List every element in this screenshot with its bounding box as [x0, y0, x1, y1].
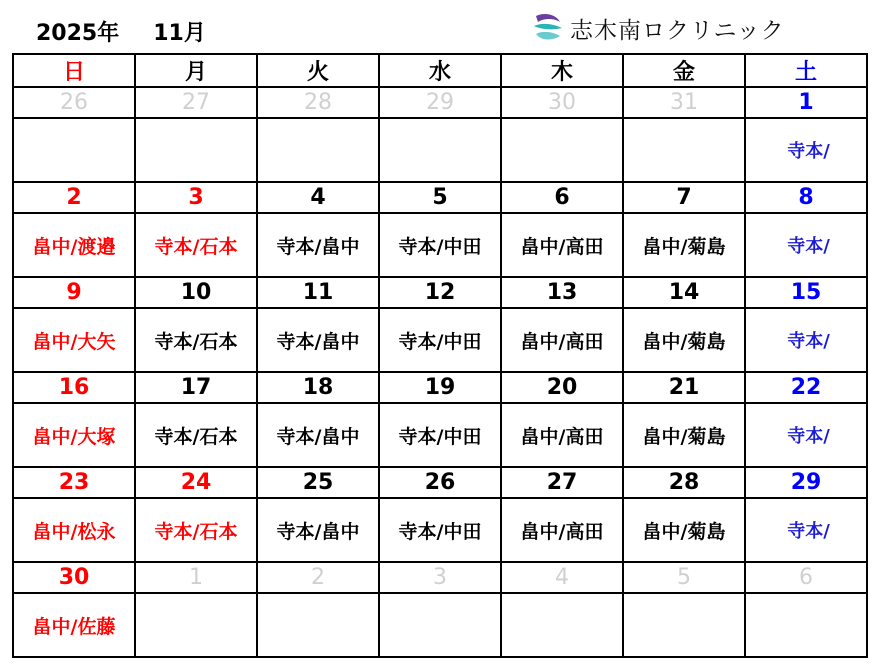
schedule-cell: [13, 118, 135, 182]
schedule-cell: 寺本/中田: [379, 498, 501, 562]
schedule-cell: 寺本/中田: [379, 403, 501, 467]
schedule-cell: [379, 593, 501, 657]
schedule-cell: [135, 118, 257, 182]
weekday-tuesday: 火: [257, 54, 379, 87]
weekday-wednesday: 水: [379, 54, 501, 87]
date-cell: 30: [501, 87, 623, 118]
date-cell: 12: [379, 277, 501, 308]
date-cell: 24: [135, 467, 257, 498]
date-cell: 6: [745, 562, 867, 593]
schedule-cell: 畠中/松永: [13, 498, 135, 562]
schedule-cell: 畠中/高田: [501, 308, 623, 372]
date-cell: 4: [257, 182, 379, 213]
schedule-cell: 畠中/高田: [501, 403, 623, 467]
schedule-cell: 寺本/石本: [135, 308, 257, 372]
date-cell: 22: [745, 372, 867, 403]
weekday-saturday: 土: [745, 54, 867, 87]
week-4-dates: [13, 372, 867, 403]
week-3-schedule: [13, 308, 867, 372]
calendar-header: [0, 0, 878, 56]
date-cell: 19: [379, 372, 501, 403]
schedule-cell: 寺本/畠中: [257, 498, 379, 562]
date-cell: 4: [501, 562, 623, 593]
date-cell: 7: [623, 182, 745, 213]
schedule-cell: 寺本/畠中: [257, 403, 379, 467]
schedule-cell: 畠中/渡邉: [13, 213, 135, 277]
schedule-cell: 畠中/高田: [501, 498, 623, 562]
schedule-cell: [379, 118, 501, 182]
date-cell: 28: [257, 87, 379, 118]
clinic-logo: [530, 8, 785, 48]
weekday-friday: 金: [623, 54, 745, 87]
schedule-cell: 畠中/大塚: [13, 403, 135, 467]
week-5-schedule: [13, 498, 867, 562]
schedule-cell: [135, 593, 257, 657]
schedule-cell: [257, 118, 379, 182]
date-cell: 14: [623, 277, 745, 308]
weekday-header-row: [13, 54, 867, 87]
schedule-cell: 寺本/中田: [379, 213, 501, 277]
schedule-cell: 寺本/石本: [135, 213, 257, 277]
date-cell: 2: [257, 562, 379, 593]
date-cell: 27: [501, 467, 623, 498]
date-cell: 26: [379, 467, 501, 498]
schedule-cell: 畠中/菊島: [623, 498, 745, 562]
date-cell: 18: [257, 372, 379, 403]
date-cell: 20: [501, 372, 623, 403]
date-cell: 2: [13, 182, 135, 213]
schedule-cell: 寺本/中田: [379, 308, 501, 372]
date-cell: 29: [745, 467, 867, 498]
week-6-dates: [13, 562, 867, 593]
schedule-cell: 畠中/菊島: [623, 403, 745, 467]
date-cell: 30: [13, 562, 135, 593]
schedule-cell: 寺本/: [745, 118, 867, 182]
schedule-cell: 畠中/菊島: [623, 308, 745, 372]
year-month-title: [36, 16, 206, 47]
date-cell: 31: [623, 87, 745, 118]
date-cell: 9: [13, 277, 135, 308]
weekday-monday: 月: [135, 54, 257, 87]
date-cell: 25: [257, 467, 379, 498]
date-cell: 21: [623, 372, 745, 403]
week-5-dates: [13, 467, 867, 498]
date-cell: 26: [13, 87, 135, 118]
calendar-grid: [12, 53, 868, 658]
date-cell: 6: [501, 182, 623, 213]
date-cell: 17: [135, 372, 257, 403]
schedule-cell: 寺本/石本: [135, 403, 257, 467]
schedule-cell: [745, 593, 867, 657]
schedule-cell: 寺本/: [745, 308, 867, 372]
week-1-dates: [13, 87, 867, 118]
date-cell: 27: [135, 87, 257, 118]
schedule-cell: [623, 118, 745, 182]
date-cell: 8: [745, 182, 867, 213]
year-label: 2025年: [36, 21, 120, 46]
month-label: 11月: [153, 21, 206, 46]
week-6-schedule: [13, 593, 867, 657]
schedule-cell: 寺本/畠中: [257, 308, 379, 372]
schedule-cell: 寺本/: [745, 498, 867, 562]
clinic-name: 志木南ロクリニック: [570, 17, 785, 44]
schedule-cell: [623, 593, 745, 657]
schedule-cell: 畠中/菊島: [623, 213, 745, 277]
schedule-cell: [257, 593, 379, 657]
schedule-cell: 寺本/: [745, 403, 867, 467]
week-2-dates: [13, 182, 867, 213]
date-cell: 16: [13, 372, 135, 403]
schedule-cell: [501, 118, 623, 182]
schedule-cell: 畠中/高田: [501, 213, 623, 277]
date-cell: 13: [501, 277, 623, 308]
weekday-sunday: 日: [13, 54, 135, 87]
schedule-cell: [501, 593, 623, 657]
date-cell: 1: [745, 87, 867, 118]
date-cell: 29: [379, 87, 501, 118]
date-cell: 11: [257, 277, 379, 308]
date-cell: 5: [623, 562, 745, 593]
weekday-thursday: 木: [501, 54, 623, 87]
clinic-logo-icon: [530, 10, 566, 46]
schedule-cell: 畠中/佐藤: [13, 593, 135, 657]
week-4-schedule: [13, 403, 867, 467]
week-2-schedule: [13, 213, 867, 277]
schedule-cell: 寺本/: [745, 213, 867, 277]
date-cell: 10: [135, 277, 257, 308]
date-cell: 3: [135, 182, 257, 213]
date-cell: 28: [623, 467, 745, 498]
date-cell: 5: [379, 182, 501, 213]
week-1-schedule: [13, 118, 867, 182]
week-3-dates: [13, 277, 867, 308]
date-cell: 3: [379, 562, 501, 593]
date-cell: 1: [135, 562, 257, 593]
date-cell: 23: [13, 467, 135, 498]
schedule-cell: 寺本/畠中: [257, 213, 379, 277]
date-cell: 15: [745, 277, 867, 308]
schedule-cell: 畠中/大矢: [13, 308, 135, 372]
schedule-cell: 寺本/石本: [135, 498, 257, 562]
